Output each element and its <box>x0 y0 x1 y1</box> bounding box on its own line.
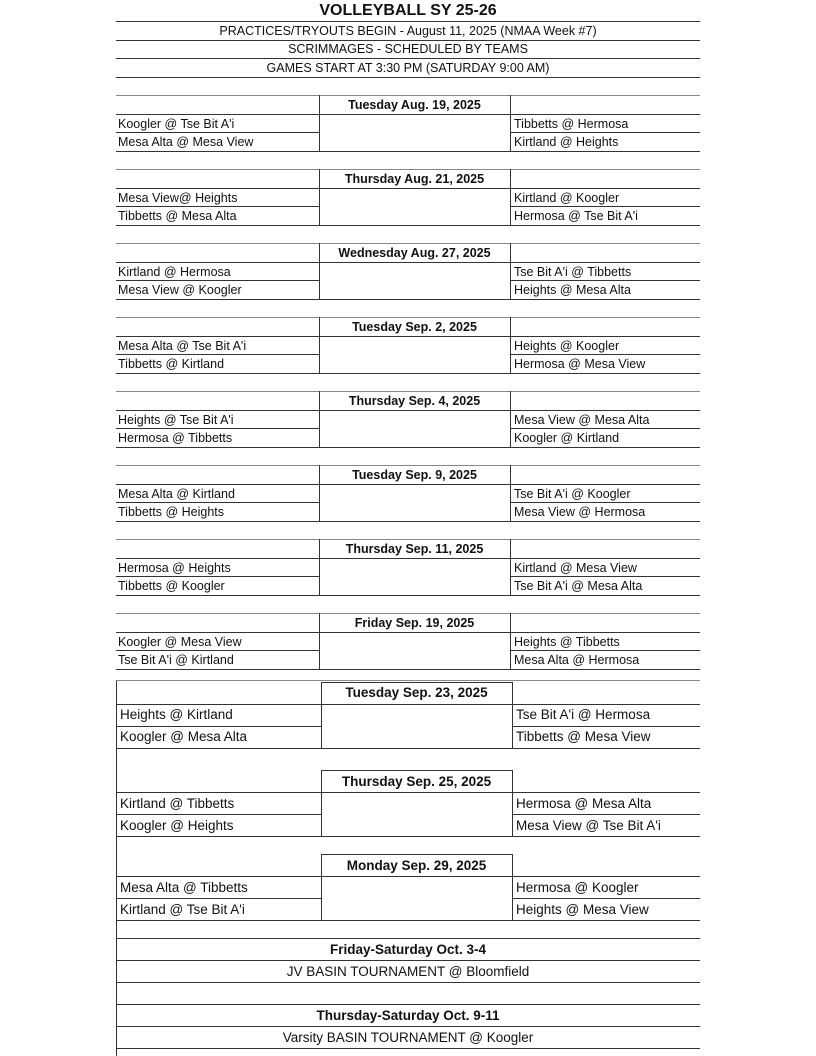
divider <box>116 650 319 651</box>
divider <box>116 960 700 961</box>
divider <box>116 1026 700 1027</box>
divider <box>116 595 700 596</box>
match-left-2: Tibbetts @ Koogler <box>118 579 225 593</box>
divider <box>116 21 700 22</box>
match-left-1: Mesa Alta @ Kirtland <box>118 487 235 501</box>
divider <box>116 354 319 355</box>
divider <box>116 1004 700 1005</box>
divider <box>116 151 700 152</box>
divider <box>116 814 321 815</box>
match-left-2: Tibbetts @ Heights <box>118 505 225 519</box>
match-right-2: Mesa View @ Tse Bit A'i <box>516 818 661 833</box>
match-left-2: Kirtland @ Tse Bit A'i <box>120 902 245 917</box>
divider <box>510 502 700 503</box>
match-right-1: Kirtland @ Koogler <box>514 191 620 205</box>
match-right-2: Koogler @ Kirtland <box>514 431 620 445</box>
date-box-right-border <box>512 854 513 920</box>
match-left-1: Mesa Alta @ Tibbetts <box>120 880 248 895</box>
divider <box>116 373 700 374</box>
match-date: Thursday Sep. 25, 2025 <box>341 774 492 789</box>
divider <box>116 632 700 633</box>
date-box-right-border <box>512 682 513 748</box>
match-left-2: Koogler @ Heights <box>120 818 234 833</box>
match-left-1: Heights @ Tse Bit A'i <box>118 413 234 427</box>
divider <box>116 95 700 96</box>
match-left-2: Mesa Alta @ Mesa View <box>118 135 254 149</box>
match-date: Tuesday Sep. 2, 2025 <box>352 320 477 334</box>
match-left-2: Tibbetts @ Mesa Alta <box>118 209 237 223</box>
match-right-2: Mesa Alta @ Hermosa <box>514 653 640 667</box>
page-title: VOLLEYBALL SY 25-26 <box>319 2 497 19</box>
divider <box>510 650 700 651</box>
match-right-1: Heights @ Koogler <box>514 339 620 353</box>
divider <box>116 188 700 189</box>
header-line-games-start: GAMES START AT 3:30 PM (SATURDAY 9:00 AM) <box>266 61 550 75</box>
divider <box>512 726 700 727</box>
match-left-1: Koogler @ Tse Bit A'i <box>118 117 235 131</box>
match-right-2: Mesa View @ Hermosa <box>514 505 646 519</box>
match-right-1: Kirtland @ Mesa View <box>514 561 637 575</box>
divider <box>116 243 700 244</box>
match-date: Tuesday Sep. 9, 2025 <box>352 468 477 482</box>
divider <box>116 938 700 939</box>
match-right-1: Tse Bit A'i @ Hermosa <box>516 707 651 722</box>
divider <box>116 262 700 263</box>
match-left-1: Mesa View@ Heights <box>118 191 238 205</box>
match-left-2: Mesa View @ Koogler <box>118 283 242 297</box>
match-right-2: Hermosa @ Mesa View <box>514 357 646 371</box>
divider <box>116 169 700 170</box>
divider <box>116 280 319 281</box>
match-right-1: Hermosa @ Koogler <box>516 880 639 895</box>
match-right-1: Tse Bit A'i @ Tibbetts <box>514 265 632 279</box>
divider <box>116 391 700 392</box>
match-right-2: Kirtland @ Heights <box>514 135 619 149</box>
match-date: Wednesday Aug. 27, 2025 <box>338 246 491 260</box>
match-right-2: Hermosa @ Tse Bit A'i <box>514 209 638 223</box>
tournament-event: JV BASIN TOURNAMENT @ Bloomfield <box>286 964 530 979</box>
divider <box>116 484 700 485</box>
match-right-2: Heights @ Mesa Alta <box>514 283 631 297</box>
divider <box>116 225 700 226</box>
divider <box>116 920 700 921</box>
divider <box>116 792 700 793</box>
match-date: Thursday Aug. 21, 2025 <box>344 172 485 186</box>
match-date: Friday Sep. 19, 2025 <box>354 616 475 630</box>
match-date: Monday Sep. 29, 2025 <box>346 858 487 873</box>
divider <box>510 354 700 355</box>
divider <box>116 410 700 411</box>
date-box-right-border <box>510 169 511 225</box>
date-box-right-border <box>510 243 511 299</box>
divider <box>116 299 700 300</box>
divider <box>116 317 700 318</box>
divider <box>116 836 700 837</box>
match-left-1: Mesa Alta @ Tse Bit A'i <box>118 339 247 353</box>
match-date: Thursday Sep. 11, 2025 <box>345 542 484 556</box>
divider <box>116 726 321 727</box>
divider <box>116 982 700 983</box>
divider <box>116 58 700 59</box>
divider <box>510 132 700 133</box>
divider <box>116 428 319 429</box>
divider <box>116 558 700 559</box>
divider <box>510 428 700 429</box>
match-left-2: Tse Bit A'i @ Kirtland <box>118 653 234 667</box>
date-box-right-border <box>510 613 511 669</box>
date-box-right-border <box>510 317 511 373</box>
divider <box>512 814 700 815</box>
match-right-2: Heights @ Mesa View <box>516 902 649 917</box>
date-box-right-border <box>510 539 511 595</box>
divider <box>321 770 512 771</box>
divider <box>116 1048 700 1049</box>
match-right-1: Mesa View @ Mesa Alta <box>514 413 650 427</box>
match-date: Tuesday Aug. 19, 2025 <box>348 98 481 112</box>
divider <box>116 748 700 749</box>
match-left-2: Tibbetts @ Kirtland <box>118 357 225 371</box>
divider <box>116 336 700 337</box>
divider <box>116 206 319 207</box>
match-left-1: Hermosa @ Heights <box>118 561 231 575</box>
divider <box>116 669 700 670</box>
tournament-date: Thursday-Saturday Oct. 9-11 <box>316 1008 500 1023</box>
match-date: Tuesday Sep. 23, 2025 <box>345 685 488 700</box>
match-right-1: Heights @ Tibbetts <box>514 635 620 649</box>
match-right-1: Tibbetts @ Hermosa <box>514 117 629 131</box>
date-box-right-border <box>510 391 511 447</box>
divider <box>116 447 700 448</box>
match-left-1: Koogler @ Mesa View <box>118 635 242 649</box>
match-left-1: Kirtland @ Tibbetts <box>120 796 235 811</box>
divider <box>510 206 700 207</box>
divider <box>321 854 512 855</box>
divider <box>116 680 700 681</box>
divider <box>510 576 700 577</box>
date-box-right-border <box>510 465 511 521</box>
match-right-2: Tibbetts @ Mesa View <box>516 729 651 744</box>
divider <box>116 77 700 78</box>
divider <box>510 280 700 281</box>
match-right-1: Hermosa @ Mesa Alta <box>516 796 652 811</box>
divider <box>116 114 700 115</box>
table-left-border <box>116 680 117 1056</box>
match-left-1: Heights @ Kirtland <box>120 707 233 722</box>
date-box-right-border <box>512 770 513 836</box>
match-right-1: Tse Bit A'i @ Koogler <box>514 487 631 501</box>
divider <box>116 876 700 877</box>
divider <box>116 521 700 522</box>
divider <box>116 40 700 41</box>
divider <box>116 576 319 577</box>
tournament-event: Varsity BASIN TOURNAMENT @ Koogler <box>282 1030 534 1045</box>
divider <box>116 132 319 133</box>
match-left-2: Hermosa @ Tibbetts <box>118 431 233 445</box>
divider <box>321 682 512 683</box>
divider <box>512 898 700 899</box>
match-right-2: Tse Bit A'i @ Mesa Alta <box>514 579 643 593</box>
tournament-date: Friday-Saturday Oct. 3-4 <box>329 942 487 957</box>
match-left-1: Kirtland @ Hermosa <box>118 265 231 279</box>
header-line-practices: PRACTICES/TRYOUTS BEGIN - August 11, 2025 (NMAA Week #7) <box>219 24 597 38</box>
divider <box>116 898 321 899</box>
match-left-2: Koogler @ Mesa Alta <box>120 729 248 744</box>
header-line-scrimmages: SCRIMMAGES - SCHEDULED BY TEAMS <box>288 42 528 56</box>
date-box-right-border <box>510 95 511 151</box>
divider <box>116 539 700 540</box>
match-date: Thursday Sep. 4, 2025 <box>348 394 481 408</box>
divider <box>116 613 700 614</box>
divider <box>116 704 700 705</box>
divider <box>116 502 319 503</box>
divider <box>116 465 700 466</box>
